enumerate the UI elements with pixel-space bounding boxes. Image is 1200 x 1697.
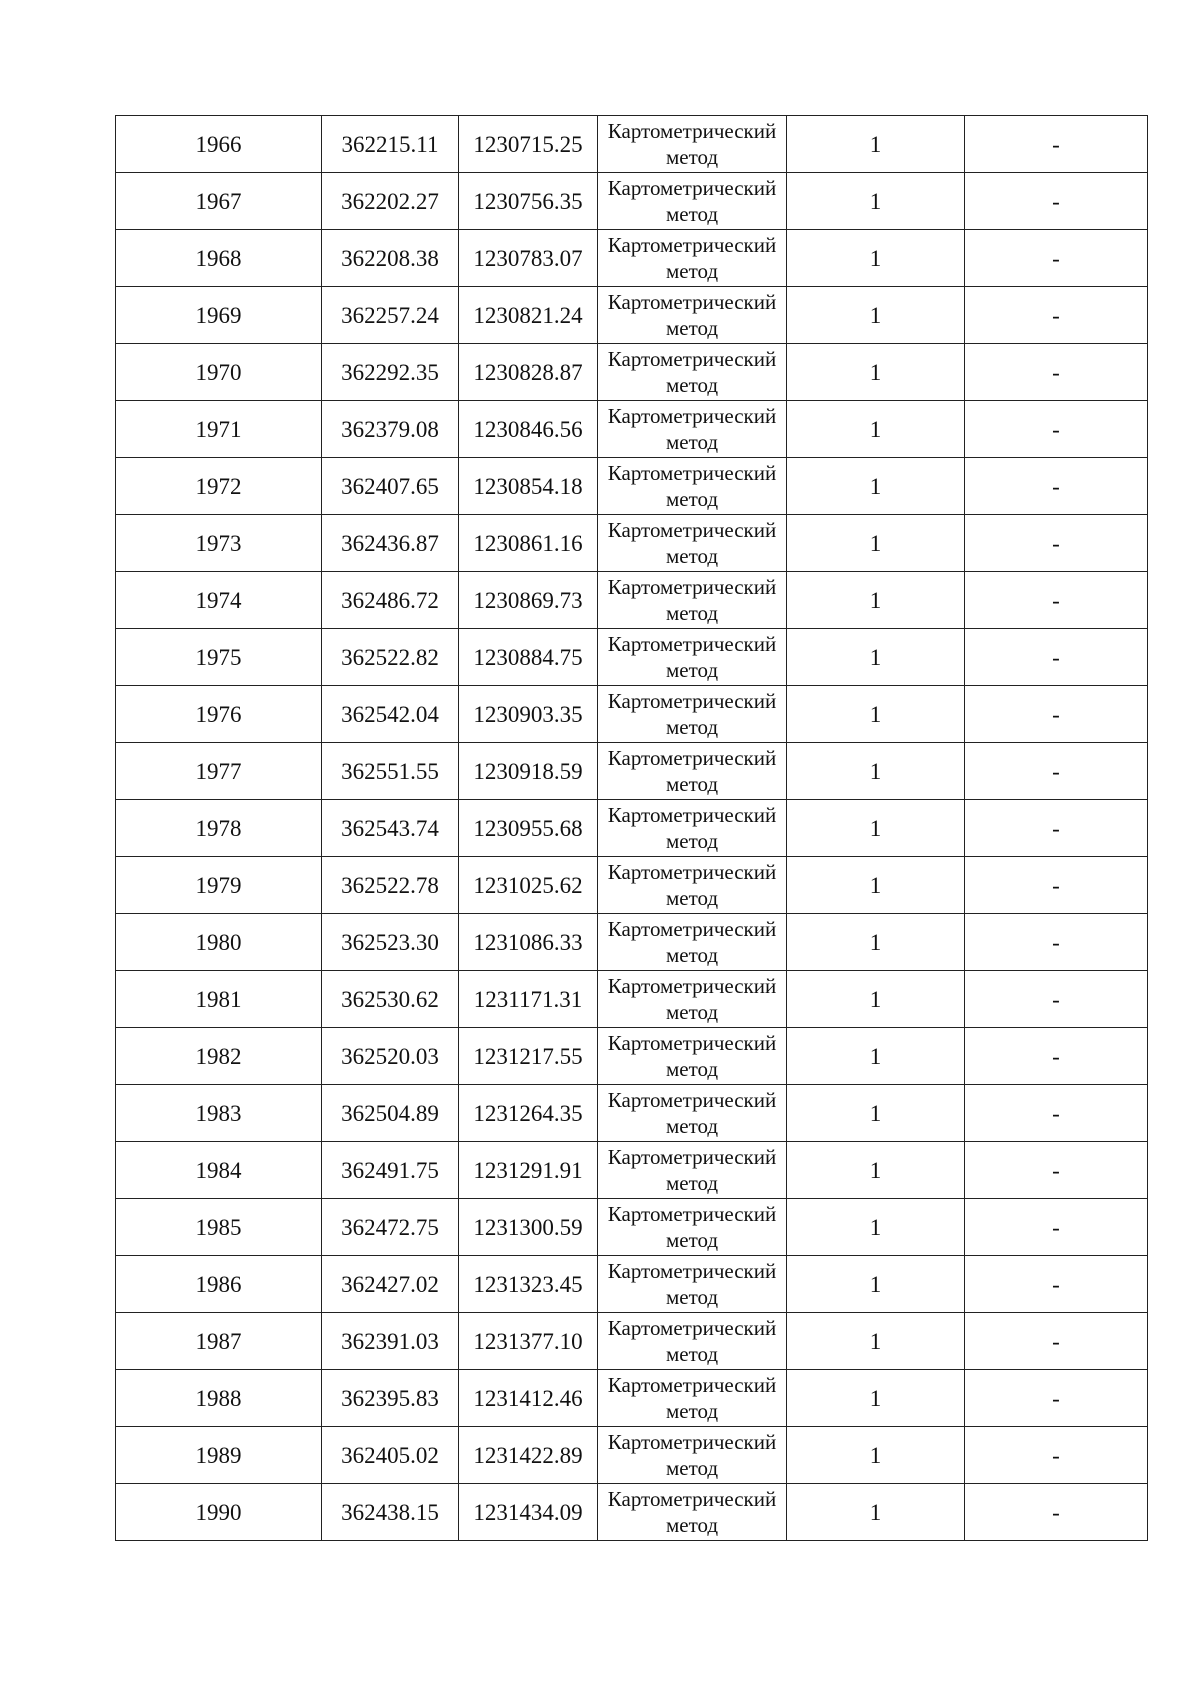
note-cell: - (965, 515, 1148, 572)
accuracy-cell: 1 (787, 401, 965, 458)
accuracy-cell: 1 (787, 1370, 965, 1427)
x-coordinate-cell: 362438.15 (322, 1484, 459, 1541)
table-row (116, 971, 1148, 1028)
note-cell: - (965, 1370, 1148, 1427)
y-coordinate-cell: 1231377.10 (459, 1313, 598, 1370)
note-cell: - (965, 116, 1148, 173)
table-row (116, 458, 1148, 515)
point-number-cell: 1979 (116, 857, 322, 914)
accuracy-cell: 1 (787, 1028, 965, 1085)
y-coordinate-cell: 1231217.55 (459, 1028, 598, 1085)
y-coordinate-cell: 1230821.24 (459, 287, 598, 344)
accuracy-cell: 1 (787, 857, 965, 914)
accuracy-cell: 1 (787, 287, 965, 344)
note-cell: - (965, 1427, 1148, 1484)
point-number-cell: 1970 (116, 344, 322, 401)
x-coordinate-cell: 362520.03 (322, 1028, 459, 1085)
note-cell: - (965, 1028, 1148, 1085)
accuracy-cell: 1 (787, 971, 965, 1028)
point-number-cell: 1971 (116, 401, 322, 458)
accuracy-cell: 1 (787, 515, 965, 572)
note-cell: - (965, 971, 1148, 1028)
point-number-cell: 1974 (116, 572, 322, 629)
x-coordinate-cell: 362292.35 (322, 344, 459, 401)
method-cell: Картометрический метод (598, 401, 787, 458)
note-cell: - (965, 173, 1148, 230)
method-cell: Картометрический метод (598, 914, 787, 971)
method-cell: Картометрический метод (598, 686, 787, 743)
point-number-cell: 1978 (116, 800, 322, 857)
table-row (116, 572, 1148, 629)
x-coordinate-cell: 362542.04 (322, 686, 459, 743)
x-coordinate-cell: 362257.24 (322, 287, 459, 344)
x-coordinate-cell: 362407.65 (322, 458, 459, 515)
table-row (116, 1085, 1148, 1142)
point-number-cell: 1972 (116, 458, 322, 515)
method-cell: Картометрический метод (598, 1085, 787, 1142)
y-coordinate-cell: 1231434.09 (459, 1484, 598, 1541)
point-number-cell: 1966 (116, 116, 322, 173)
note-cell: - (965, 230, 1148, 287)
point-number-cell: 1987 (116, 1313, 322, 1370)
note-cell: - (965, 1199, 1148, 1256)
accuracy-cell: 1 (787, 1484, 965, 1541)
x-coordinate-cell: 362491.75 (322, 1142, 459, 1199)
x-coordinate-cell: 362522.78 (322, 857, 459, 914)
y-coordinate-cell: 1231323.45 (459, 1256, 598, 1313)
method-cell: Картометрический метод (598, 116, 787, 173)
method-cell: Картометрический метод (598, 1142, 787, 1199)
note-cell: - (965, 629, 1148, 686)
point-number-cell: 1980 (116, 914, 322, 971)
x-coordinate-cell: 362504.89 (322, 1085, 459, 1142)
table-row (116, 800, 1148, 857)
y-coordinate-cell: 1231422.89 (459, 1427, 598, 1484)
point-number-cell: 1989 (116, 1427, 322, 1484)
note-cell: - (965, 458, 1148, 515)
point-number-cell: 1973 (116, 515, 322, 572)
table-row (116, 1370, 1148, 1427)
method-cell: Картометрический метод (598, 800, 787, 857)
note-cell: - (965, 857, 1148, 914)
y-coordinate-cell: 1230756.35 (459, 173, 598, 230)
x-coordinate-cell: 362530.62 (322, 971, 459, 1028)
note-cell: - (965, 686, 1148, 743)
method-cell: Картометрический метод (598, 458, 787, 515)
table-row (116, 230, 1148, 287)
y-coordinate-cell: 1231412.46 (459, 1370, 598, 1427)
accuracy-cell: 1 (787, 1427, 965, 1484)
x-coordinate-cell: 362395.83 (322, 1370, 459, 1427)
note-cell: - (965, 1313, 1148, 1370)
note-cell: - (965, 800, 1148, 857)
note-cell: - (965, 344, 1148, 401)
y-coordinate-cell: 1230955.68 (459, 800, 598, 857)
accuracy-cell: 1 (787, 230, 965, 287)
table-row (116, 1028, 1148, 1085)
note-cell: - (965, 1085, 1148, 1142)
y-coordinate-cell: 1231025.62 (459, 857, 598, 914)
accuracy-cell: 1 (787, 1256, 965, 1313)
accuracy-cell: 1 (787, 1313, 965, 1370)
y-coordinate-cell: 1230828.87 (459, 344, 598, 401)
method-cell: Картометрический метод (598, 230, 787, 287)
method-cell: Картометрический метод (598, 287, 787, 344)
note-cell: - (965, 1484, 1148, 1541)
y-coordinate-cell: 1231086.33 (459, 914, 598, 971)
note-cell: - (965, 914, 1148, 971)
method-cell: Картометрический метод (598, 1028, 787, 1085)
accuracy-cell: 1 (787, 1199, 965, 1256)
point-number-cell: 1982 (116, 1028, 322, 1085)
table-row (116, 1484, 1148, 1541)
note-cell: - (965, 401, 1148, 458)
accuracy-cell: 1 (787, 116, 965, 173)
y-coordinate-cell: 1230903.35 (459, 686, 598, 743)
x-coordinate-cell: 362202.27 (322, 173, 459, 230)
point-number-cell: 1981 (116, 971, 322, 1028)
table-row (116, 857, 1148, 914)
method-cell: Картометрический метод (598, 515, 787, 572)
point-number-cell: 1990 (116, 1484, 322, 1541)
point-number-cell: 1985 (116, 1199, 322, 1256)
y-coordinate-cell: 1230715.25 (459, 116, 598, 173)
coordinates-table-body (116, 116, 1148, 1541)
x-coordinate-cell: 362551.55 (322, 743, 459, 800)
table-row (116, 1199, 1148, 1256)
point-number-cell: 1977 (116, 743, 322, 800)
table-row (116, 629, 1148, 686)
method-cell: Картометрический метод (598, 1256, 787, 1313)
table-row (116, 1256, 1148, 1313)
method-cell: Картометрический метод (598, 344, 787, 401)
method-cell: Картометрический метод (598, 971, 787, 1028)
note-cell: - (965, 743, 1148, 800)
x-coordinate-cell: 362379.08 (322, 401, 459, 458)
table-row (116, 1427, 1148, 1484)
note-cell: - (965, 572, 1148, 629)
point-number-cell: 1975 (116, 629, 322, 686)
method-cell: Картометрический метод (598, 743, 787, 800)
x-coordinate-cell: 362523.30 (322, 914, 459, 971)
x-coordinate-cell: 362486.72 (322, 572, 459, 629)
table-row (116, 344, 1148, 401)
y-coordinate-cell: 1230783.07 (459, 230, 598, 287)
method-cell: Картометрический метод (598, 1427, 787, 1484)
table-row (116, 686, 1148, 743)
x-coordinate-cell: 362472.75 (322, 1199, 459, 1256)
y-coordinate-cell: 1230846.56 (459, 401, 598, 458)
table-row (116, 1313, 1148, 1370)
note-cell: - (965, 1142, 1148, 1199)
y-coordinate-cell: 1230918.59 (459, 743, 598, 800)
accuracy-cell: 1 (787, 458, 965, 515)
y-coordinate-cell: 1230861.16 (459, 515, 598, 572)
accuracy-cell: 1 (787, 800, 965, 857)
x-coordinate-cell: 362215.11 (322, 116, 459, 173)
table-row (116, 743, 1148, 800)
method-cell: Картометрический метод (598, 572, 787, 629)
accuracy-cell: 1 (787, 344, 965, 401)
y-coordinate-cell: 1230884.75 (459, 629, 598, 686)
table-row (116, 401, 1148, 458)
point-number-cell: 1967 (116, 173, 322, 230)
method-cell: Картометрический метод (598, 1370, 787, 1427)
point-number-cell: 1976 (116, 686, 322, 743)
x-coordinate-cell: 362427.02 (322, 1256, 459, 1313)
x-coordinate-cell: 362405.02 (322, 1427, 459, 1484)
table-row (116, 173, 1148, 230)
accuracy-cell: 1 (787, 1085, 965, 1142)
y-coordinate-cell: 1231300.59 (459, 1199, 598, 1256)
table-row (116, 116, 1148, 173)
x-coordinate-cell: 362522.82 (322, 629, 459, 686)
y-coordinate-cell: 1231264.35 (459, 1085, 598, 1142)
point-number-cell: 1968 (116, 230, 322, 287)
x-coordinate-cell: 362543.74 (322, 800, 459, 857)
point-number-cell: 1988 (116, 1370, 322, 1427)
point-number-cell: 1969 (116, 287, 322, 344)
y-coordinate-cell: 1230854.18 (459, 458, 598, 515)
accuracy-cell: 1 (787, 914, 965, 971)
table-row (116, 515, 1148, 572)
point-number-cell: 1984 (116, 1142, 322, 1199)
note-cell: - (965, 287, 1148, 344)
method-cell: Картометрический метод (598, 857, 787, 914)
table-row (116, 1142, 1148, 1199)
coordinates-table (115, 115, 1148, 1541)
table-row (116, 914, 1148, 971)
accuracy-cell: 1 (787, 629, 965, 686)
accuracy-cell: 1 (787, 686, 965, 743)
x-coordinate-cell: 362391.03 (322, 1313, 459, 1370)
method-cell: Картометрический метод (598, 1313, 787, 1370)
method-cell: Картометрический метод (598, 1484, 787, 1541)
y-coordinate-cell: 1230869.73 (459, 572, 598, 629)
table-row (116, 287, 1148, 344)
y-coordinate-cell: 1231171.31 (459, 971, 598, 1028)
accuracy-cell: 1 (787, 572, 965, 629)
method-cell: Картометрический метод (598, 1199, 787, 1256)
point-number-cell: 1986 (116, 1256, 322, 1313)
method-cell: Картометрический метод (598, 629, 787, 686)
x-coordinate-cell: 362208.38 (322, 230, 459, 287)
accuracy-cell: 1 (787, 173, 965, 230)
accuracy-cell: 1 (787, 743, 965, 800)
point-number-cell: 1983 (116, 1085, 322, 1142)
method-cell: Картометрический метод (598, 173, 787, 230)
y-coordinate-cell: 1231291.91 (459, 1142, 598, 1199)
note-cell: - (965, 1256, 1148, 1313)
accuracy-cell: 1 (787, 1142, 965, 1199)
x-coordinate-cell: 362436.87 (322, 515, 459, 572)
